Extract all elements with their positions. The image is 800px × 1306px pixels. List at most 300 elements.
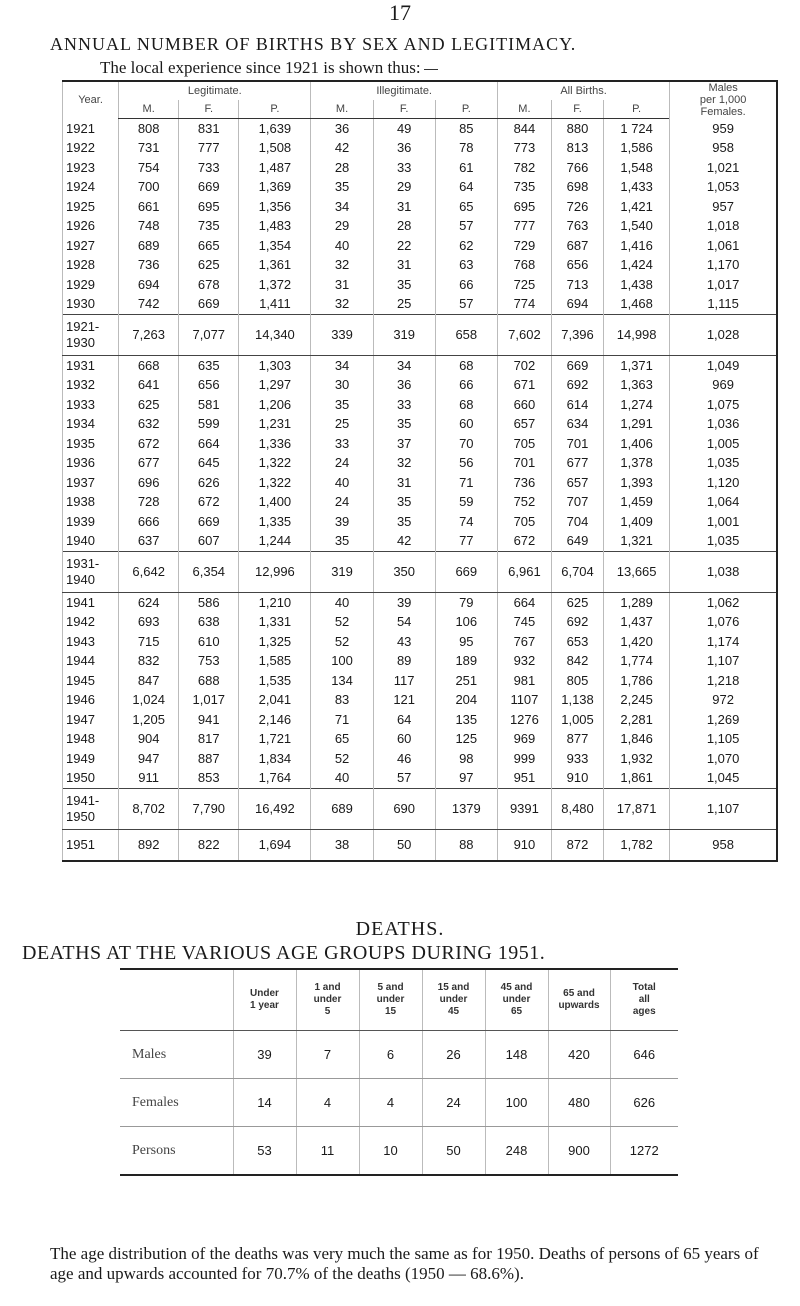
data-cell: 50 [422,1127,485,1175]
data-cell: 10 [359,1127,422,1175]
data-cell: 1,540 [604,216,670,236]
data-cell: 57 [435,216,497,236]
data-cell: 25 [311,414,373,434]
data-cell: 1,774 [604,651,670,671]
data-cell: 736 [119,255,179,275]
data-cell: 1,421 [604,197,670,217]
ratio-header-line: per 1,000 [699,94,747,106]
table-row [63,612,777,632]
data-cell: 480 [548,1079,610,1127]
ratio-header-line: Males [708,82,738,94]
data-cell: 35 [311,395,373,415]
data-cell: 607 [179,531,239,551]
data-cell: 892 [119,829,179,860]
deaths-table [120,968,678,1176]
births-table-body [63,118,777,860]
decade-start: 1941- [66,792,100,808]
page-number: 17 [389,0,411,25]
data-cell: 4 [296,1079,359,1127]
sub-header-cell: M. [497,100,551,118]
data-cell: 2,041 [239,690,311,710]
data-cell: 910 [551,768,603,788]
age-group-header-line: 1 year [250,1000,279,1011]
data-cell: 733 [179,158,239,178]
data-cell: 774 [497,294,551,314]
data-cell: 645 [179,453,239,473]
data-cell: 2,245 [604,690,670,710]
data-cell: 822 [179,829,239,860]
data-cell: 694 [551,294,603,314]
data-cell: 999 [497,749,551,769]
data-cell: 910 [497,829,551,860]
summary-cell: 7,602 [497,314,551,355]
data-cell: 1 724 [604,118,670,138]
data-cell: 1,331 [239,612,311,632]
data-cell: 672 [497,531,551,551]
data-cell: 70 [435,434,497,454]
decade-summary-row [63,788,777,829]
data-cell: 59 [435,492,497,512]
data-cell: 1,061 [670,236,776,256]
data-cell: 24 [311,453,373,473]
summary-cell: 1,107 [670,788,776,829]
ratio-header-line: Females. [700,106,746,118]
deaths-header-row [120,970,678,1031]
data-cell: 1,289 [604,592,670,612]
table-row [63,118,777,138]
data-cell: 847 [119,671,179,691]
data-cell: 660 [497,395,551,415]
data-cell: 1,170 [670,255,776,275]
data-cell: 1,024 [119,690,179,710]
data-cell: 1,206 [239,395,311,415]
data-cell: 189 [435,651,497,671]
data-cell: 33 [373,395,435,415]
age-group-header-line: 15 [384,1006,397,1017]
data-cell: 7 [296,1031,359,1079]
data-cell: 1,363 [604,375,670,395]
year-cell: 1949 [63,749,119,769]
data-cell: 100 [485,1079,548,1127]
year-cell: 1948 [63,729,119,749]
age-group-header-line: 45 and [500,982,533,993]
data-cell: 625 [551,592,603,612]
data-cell: 653 [551,632,603,652]
age-group-header-line: under [502,994,531,1005]
year-cell: 1934 [63,414,119,434]
data-cell: 1,049 [670,355,776,375]
data-cell: 981 [497,671,551,691]
data-cell: 40 [311,592,373,612]
year-cell: 1923 [63,158,119,178]
data-cell: 1,406 [604,434,670,454]
data-cell: 24 [311,492,373,512]
table-row [63,236,777,256]
data-cell: 656 [179,375,239,395]
summary-cell: 669 [435,551,497,592]
data-cell: 42 [311,138,373,158]
data-cell: 880 [551,118,603,138]
data-cell: 853 [179,768,239,788]
data-cell: 95 [435,632,497,652]
data-cell: 664 [497,592,551,612]
age-group-header [233,970,296,1031]
data-cell: 1,005 [670,434,776,454]
table-row [63,294,777,314]
data-cell: 972 [670,690,776,710]
summary-cell: 7,790 [179,788,239,829]
data-cell: 698 [551,177,603,197]
summary-cell: 12,996 [239,551,311,592]
summary-cell: 7,396 [551,314,603,355]
table-row [63,592,777,612]
data-cell: 1,416 [604,236,670,256]
summary-cell: 7,263 [119,314,179,355]
age-group-header-line: 15 and [437,982,470,993]
age-group-header-line: 1 and [314,982,341,993]
data-cell: 2,146 [239,710,311,730]
data-cell: 704 [551,512,603,532]
year-cell: 1925 [63,197,119,217]
data-cell: 736 [497,473,551,493]
data-cell: 43 [373,632,435,652]
table-row [63,690,777,710]
data-cell: 1,861 [604,768,670,788]
data-cell: 713 [551,275,603,295]
data-cell: 1,036 [670,414,776,434]
data-cell: 1,107 [670,651,776,671]
data-cell: 677 [119,453,179,473]
row-label: Females [120,1079,233,1127]
data-cell: 705 [497,512,551,532]
data-cell: 1,834 [239,749,311,769]
data-cell: 951 [497,768,551,788]
table-row [63,453,777,473]
data-cell: 626 [610,1079,678,1127]
data-cell: 1,218 [670,671,776,691]
data-cell: 56 [435,453,497,473]
data-cell: 715 [119,632,179,652]
data-cell: 134 [311,671,373,691]
data-cell: 74 [435,512,497,532]
data-cell: 614 [551,395,603,415]
data-cell: 831 [179,118,239,138]
table-row [63,651,777,671]
data-cell: 25 [373,294,435,314]
data-cell: 32 [311,255,373,275]
data-cell: 947 [119,749,179,769]
data-cell: 754 [119,158,179,178]
data-cell: 692 [551,375,603,395]
data-cell: 777 [497,216,551,236]
data-cell: 33 [373,158,435,178]
data-cell: 35 [373,275,435,295]
data-cell: 36 [311,118,373,138]
data-cell: 1,210 [239,592,311,612]
data-cell: 763 [551,216,603,236]
data-cell: 649 [551,531,603,551]
data-cell: 657 [551,473,603,493]
data-cell: 40 [311,768,373,788]
data-cell: 1,174 [670,632,776,652]
table-row [63,729,777,749]
data-cell: 696 [119,473,179,493]
year-cell: 1941 [63,592,119,612]
data-cell: 671 [497,375,551,395]
data-cell: 1,138 [551,690,603,710]
data-cell: 32 [373,453,435,473]
data-cell: 808 [119,118,179,138]
data-cell: 735 [497,177,551,197]
table-row [120,1127,678,1175]
summary-cell: 6,642 [119,551,179,592]
data-cell: 1,786 [604,671,670,691]
births-sub-header-row [63,100,777,118]
decade-end: 1950 [66,808,95,824]
year-cell: 1951 [63,829,119,860]
data-cell: 39 [373,592,435,612]
age-group-header [485,970,548,1031]
data-cell: 669 [179,512,239,532]
year-cell: 1932 [63,375,119,395]
data-cell: 969 [670,375,776,395]
data-cell: 39 [311,512,373,532]
data-cell: 31 [311,275,373,295]
year-cell: 1947 [63,710,119,730]
data-cell: 57 [373,768,435,788]
table-row [120,1079,678,1127]
data-cell: 844 [497,118,551,138]
data-cell: 100 [311,651,373,671]
data-cell: 701 [497,453,551,473]
data-cell: 34 [311,355,373,375]
year-cell: 1937 [63,473,119,493]
table-row [63,531,777,551]
summary-cell: 8,480 [551,788,603,829]
data-cell: 35 [311,531,373,551]
data-cell: 1,356 [239,197,311,217]
data-cell: 52 [311,749,373,769]
dash-rule [424,69,438,70]
data-cell: 1,120 [670,473,776,493]
decade-summary-row [63,314,777,355]
age-group-header-line: 5 [324,1006,331,1017]
data-cell: 672 [119,434,179,454]
row-label: Persons [132,1142,176,1158]
data-cell: 50 [373,829,435,860]
data-cell: 71 [435,473,497,493]
data-cell: 1,409 [604,512,670,532]
table-row [63,177,777,197]
data-cell: 106 [435,612,497,632]
data-cell: 1,846 [604,729,670,749]
data-cell: 705 [497,434,551,454]
data-cell: 728 [119,492,179,512]
data-cell: 1,424 [604,255,670,275]
data-cell: 22 [373,236,435,256]
data-cell: 248 [485,1127,548,1175]
table-row [63,197,777,217]
table-row [63,710,777,730]
data-cell: 135 [435,710,497,730]
data-cell: 71 [311,710,373,730]
sub-header-cell: P. [604,100,670,118]
data-cell: 911 [119,768,179,788]
year-cell: 1944 [63,651,119,671]
table-row [63,671,777,691]
data-cell: 2,281 [604,710,670,730]
all-births-header: All Births. [497,82,669,100]
decade-end: 1940 [66,571,95,587]
data-cell: 40 [311,236,373,256]
age-group-header [296,970,359,1031]
data-cell: 1,321 [604,531,670,551]
data-cell: 1,694 [239,829,311,860]
data-cell: 28 [311,158,373,178]
summary-cell: 14,998 [604,314,670,355]
age-group-header [548,970,610,1031]
data-cell: 31 [373,473,435,493]
table-row-final [63,829,777,860]
sub-header-cell: M. [311,100,373,118]
year-cell: 1929 [63,275,119,295]
summary-cell: 339 [311,314,373,355]
data-cell: 125 [435,729,497,749]
data-cell: 1,115 [670,294,776,314]
data-cell: 669 [179,177,239,197]
data-cell: 1,205 [119,710,179,730]
data-cell: 1,354 [239,236,311,256]
data-cell: 669 [179,294,239,314]
data-cell: 599 [179,414,239,434]
data-cell: 1,322 [239,453,311,473]
data-cell: 817 [179,729,239,749]
table-row [63,434,777,454]
decade-start: 1931- [66,555,100,571]
summary-cell: 690 [373,788,435,829]
data-cell: 34 [373,355,435,375]
data-cell: 1,274 [604,395,670,415]
data-cell: 54 [373,612,435,632]
data-cell: 1,322 [239,473,311,493]
data-cell: 692 [551,612,603,632]
table-row [63,768,777,788]
sub-header-cell: P. [239,100,311,118]
data-cell: 707 [551,492,603,512]
data-cell: 1,639 [239,118,311,138]
data-cell: 586 [179,592,239,612]
summary-cell: 9391 [497,788,551,829]
data-cell: 624 [119,592,179,612]
data-cell: 1,438 [604,275,670,295]
data-cell: 689 [119,236,179,256]
data-cell: 68 [435,355,497,375]
data-cell: 777 [179,138,239,158]
data-cell: 1,303 [239,355,311,375]
data-cell: 753 [179,651,239,671]
deaths-heading: DEATHS. [355,918,445,940]
year-cell: 1939 [63,512,119,532]
decade-year-cell [63,314,119,355]
age-group-header-line: 65 [510,1006,523,1017]
data-cell: 52 [311,612,373,632]
data-cell: 1,586 [604,138,670,158]
summary-cell: 16,492 [239,788,311,829]
data-cell: 637 [119,531,179,551]
age-group-header-line: 45 [447,1006,460,1017]
data-cell: 632 [119,414,179,434]
sub-header-cell: F. [551,100,603,118]
year-cell: 1936 [63,453,119,473]
data-cell: 678 [179,275,239,295]
year-header: Year. [63,82,119,118]
data-cell: 958 [670,829,776,860]
table-row [63,414,777,434]
data-cell: 30 [311,375,373,395]
data-cell: 1,721 [239,729,311,749]
data-cell: 687 [551,236,603,256]
year-cell: 1931 [63,355,119,375]
data-cell: 664 [179,434,239,454]
table-row [63,158,777,178]
data-cell: 581 [179,395,239,415]
data-cell: 688 [179,671,239,691]
age-group-header [422,970,485,1031]
table-row [63,375,777,395]
data-cell: 1,782 [604,829,670,860]
summary-cell: 1,038 [670,551,776,592]
data-cell: 251 [435,671,497,691]
table-row [120,1031,678,1079]
data-cell: 752 [497,492,551,512]
data-cell: 1,378 [604,453,670,473]
year-cell: 1924 [63,177,119,197]
age-group-header-line: Total [632,982,656,993]
deaths-table-body [120,1031,678,1175]
deaths-subheading: DEATHS AT THE VARIOUS AGE GROUPS DURING 1951. [22,942,546,964]
data-cell: 1107 [497,690,551,710]
data-cell: 1,585 [239,651,311,671]
data-cell: 1,764 [239,768,311,788]
data-cell: 877 [551,729,603,749]
data-cell: 35 [373,512,435,532]
data-cell: 32 [311,294,373,314]
data-cell: 62 [435,236,497,256]
data-cell: 1,035 [670,531,776,551]
data-cell: 702 [497,355,551,375]
data-cell: 1,076 [670,612,776,632]
decade-year-cell [63,551,119,592]
data-cell: 64 [435,177,497,197]
table-row [63,275,777,295]
data-cell: 1,325 [239,632,311,652]
data-cell: 1,231 [239,414,311,434]
data-cell: 748 [119,216,179,236]
data-cell: 1,018 [670,216,776,236]
data-cell: 1,335 [239,512,311,532]
data-cell: 83 [311,690,373,710]
sub-header-cell: P. [435,100,497,118]
data-cell: 625 [119,395,179,415]
data-cell: 35 [373,414,435,434]
data-cell: 49 [373,118,435,138]
closing-note: The age distribution of the deaths was very much the same as for 1950. Deaths of persons of 65 years of age and upwards accounted for 70.7% of the deaths (1950 — 68.6%). [50,1244,759,1283]
data-cell: 1,932 [604,749,670,769]
data-cell: 1,420 [604,632,670,652]
summary-cell: 319 [373,314,435,355]
data-cell: 625 [179,255,239,275]
data-cell: 832 [119,651,179,671]
